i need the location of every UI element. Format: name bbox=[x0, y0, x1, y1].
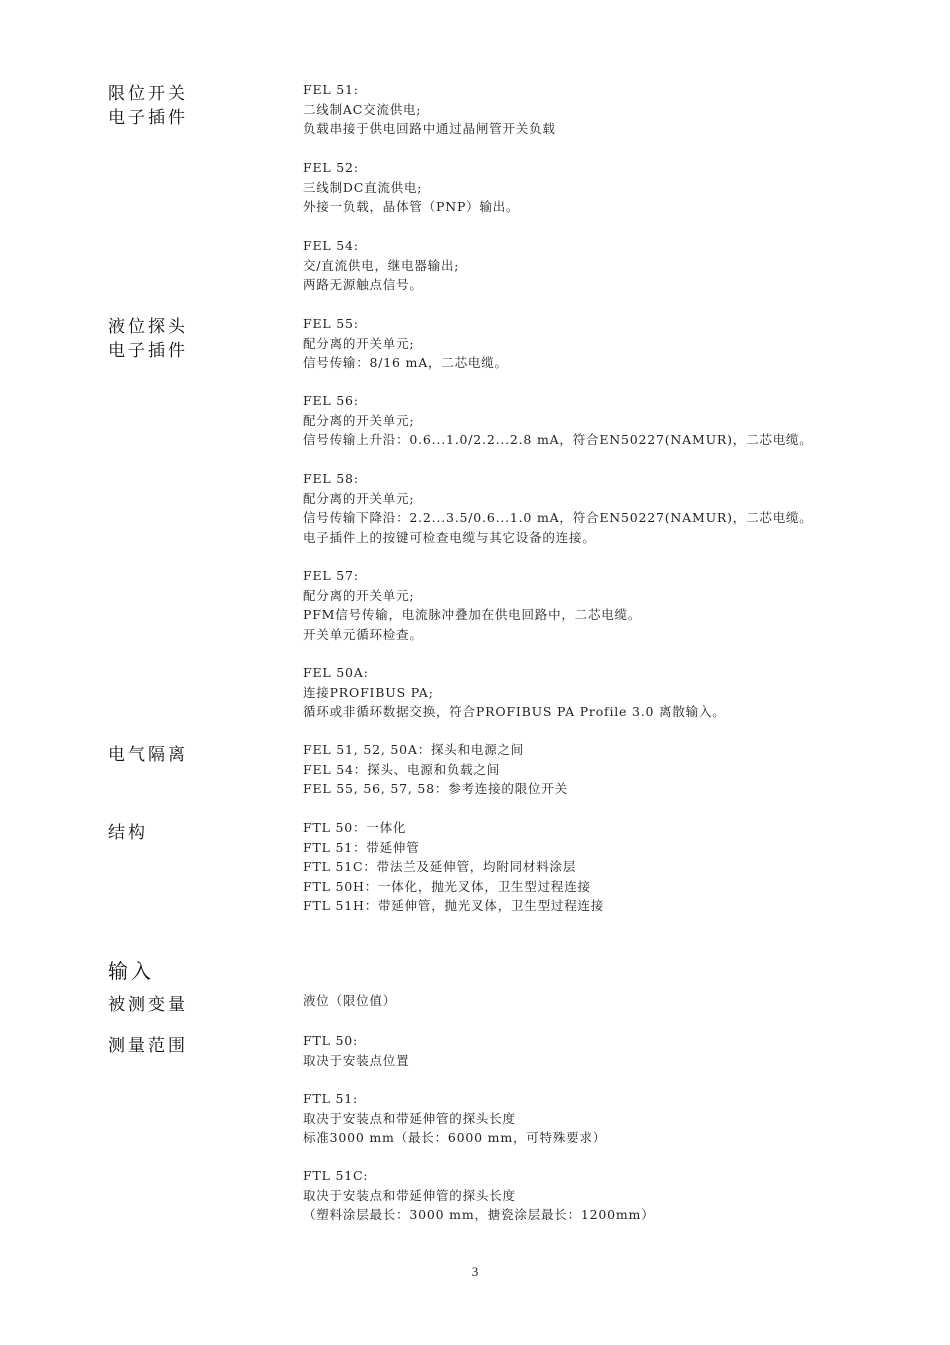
fel56-block bbox=[303, 391, 813, 450]
text-line: FEL 55, 56, 57, 58：参考连接的限位开关 bbox=[303, 781, 568, 796]
fel55-block bbox=[303, 314, 508, 373]
text-line: FTL 51C: bbox=[303, 1168, 369, 1183]
text-line: FTL 51: bbox=[303, 1091, 359, 1106]
page-number: 3 bbox=[471, 1264, 479, 1279]
text-line: 液位（限位值） bbox=[303, 993, 397, 1008]
text-line: 取决于安装点和带延伸管的探头长度 bbox=[303, 1187, 516, 1203]
fel52-block bbox=[303, 158, 519, 217]
text-line: 连接PROFIBUS PA; bbox=[303, 684, 434, 700]
text-line: FEL 54: bbox=[303, 238, 359, 253]
text-line: 配分离的开关单元; bbox=[303, 490, 415, 506]
text-line: FEL 50A: bbox=[303, 665, 369, 680]
label-electrical-isolation: 电气隔离 bbox=[108, 745, 188, 765]
text-line: FTL 50H：一体化，抛光叉体，卫生型过程连接 bbox=[303, 878, 591, 894]
fel58-block bbox=[303, 469, 813, 547]
text-line: 三线制DC直流供电; bbox=[303, 179, 423, 195]
section-title-input: 输入 bbox=[108, 959, 154, 983]
text-line: FEL 57: bbox=[303, 568, 359, 583]
text-line: 信号传输上升沿：0.6...1.0/2.2...2.8 mA，符合EN50227(NAMUR)，二芯电缆。 bbox=[303, 432, 813, 447]
label-measuring-range: 测量范围 bbox=[108, 1036, 188, 1056]
text-line: 电子插件上的按键可检查电缆与其它设备的连接。 bbox=[303, 529, 596, 545]
text-line: 开关单元循环检查。 bbox=[303, 626, 423, 642]
text-line: 两路无源触点信号。 bbox=[303, 277, 423, 292]
label-level-probe-module: 液位探头 电子插件 bbox=[108, 317, 188, 361]
label-limit-switch-module: 限位开关 电子插件 bbox=[108, 84, 188, 128]
text-line: FEL 55: bbox=[303, 316, 359, 331]
text-line: FTL 51H：带延伸管，抛光叉体，卫生型过程连接 bbox=[303, 898, 605, 913]
text-line: FTL 50：一体化 bbox=[303, 820, 407, 835]
text-line: 取决于安装点和带延伸管的探头长度 bbox=[303, 1110, 516, 1126]
text-line: 外接一负载，晶体管（PNP）输出。 bbox=[303, 199, 520, 214]
label-measured-variable: 被测变量 bbox=[108, 995, 188, 1015]
fel51-block bbox=[303, 80, 556, 139]
text-line: FEL 51, 52, 50A：探头和电源之间 bbox=[303, 742, 525, 757]
text-line: PFM信号传输，电流脉冲叠加在供电回路中，二芯电缆。 bbox=[303, 607, 642, 622]
text-line: 取决于安装点位置 bbox=[303, 1052, 410, 1068]
text-line: （塑料涂层最长：3000 mm，搪瓷涂层最长：1200mm） bbox=[303, 1207, 655, 1222]
text-line: 信号传输下降沿：2.2...3.5/0.6...1.0 mA，符合EN50227(NAMUR)，二芯电缆。 bbox=[303, 510, 813, 525]
text-line: 负载串接于供电回路中通过晶闸管开关负载 bbox=[303, 121, 556, 136]
text-line: FTL 51C：带法兰及延伸管，均附同材料涂层 bbox=[303, 859, 577, 874]
fel54-block bbox=[303, 236, 459, 295]
text-line: 信号传输：8/16 mA，二芯电缆。 bbox=[303, 355, 508, 370]
text-line: 标准3000 mm（最长：6000 mm，可特殊要求） bbox=[303, 1130, 607, 1145]
text-line: FTL 50: bbox=[303, 1033, 359, 1048]
text-line: 配分离的开关单元; bbox=[303, 412, 415, 428]
ftl50-range-block bbox=[303, 1031, 409, 1070]
construction-block bbox=[303, 818, 604, 916]
text-line: 配分离的开关单元; bbox=[303, 335, 415, 351]
measured-variable-block bbox=[303, 991, 396, 1011]
ftl51-range-block bbox=[303, 1089, 606, 1148]
text-line: 配分离的开关单元; bbox=[303, 587, 415, 603]
text-line: 二线制AC交流供电; bbox=[303, 101, 422, 117]
text-line: 循环或非循环数据交换，符合PROFIBUS PA Profile 3.0 离散输入。 bbox=[303, 704, 726, 719]
text-line: FEL 52: bbox=[303, 160, 359, 175]
text-line: 交/直流供电，继电器输出; bbox=[303, 257, 460, 273]
fel57-block bbox=[303, 566, 641, 644]
text-line: FEL 58: bbox=[303, 471, 359, 486]
text-line: FTL 51：带延伸管 bbox=[303, 839, 420, 855]
ftl51c-range-block bbox=[303, 1166, 655, 1225]
label-construction: 结构 bbox=[108, 823, 148, 843]
text-line: FEL 51: bbox=[303, 82, 359, 97]
text-line: FEL 54：探头、电源和负载之间 bbox=[303, 761, 501, 777]
isolation-block bbox=[303, 740, 568, 799]
text-line: FEL 56: bbox=[303, 393, 359, 408]
fel50a-block bbox=[303, 663, 726, 722]
